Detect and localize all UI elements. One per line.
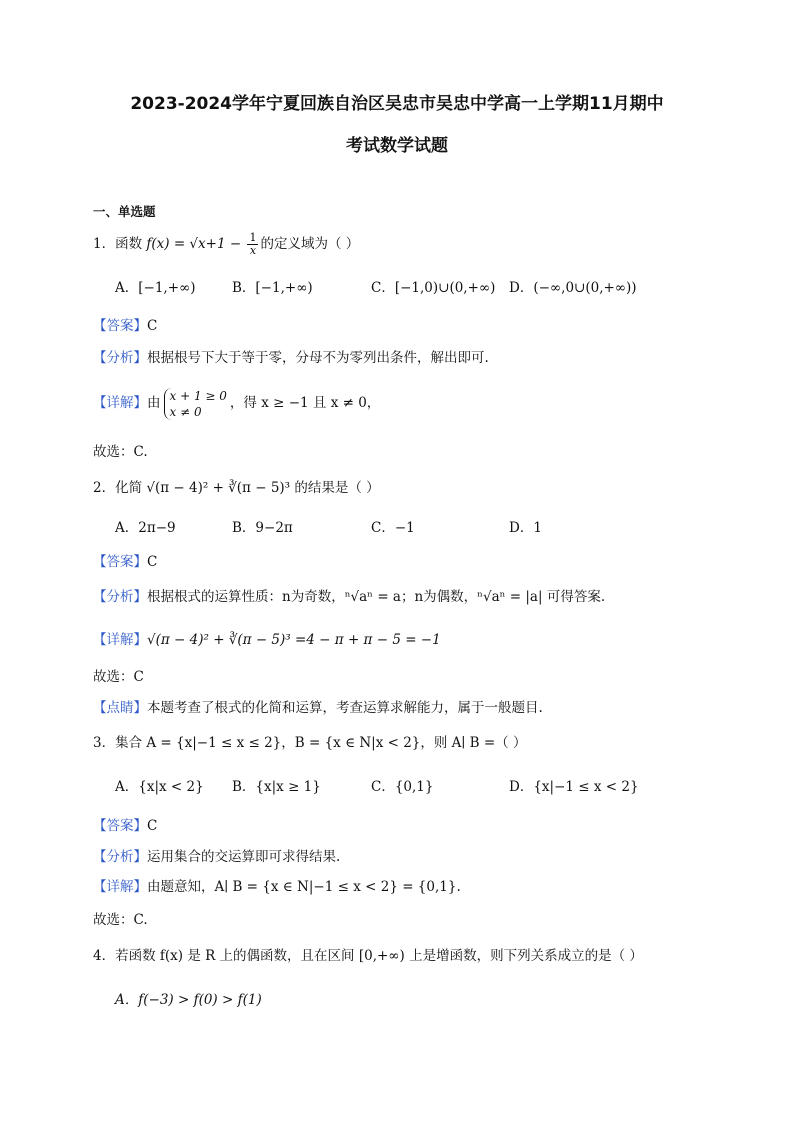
detail-label: 【详解】: [93, 632, 147, 648]
analysis-label: 【分析】: [93, 849, 147, 865]
q3-stem: 3．集合 A = {x|−1 ≤ x ≤ 2}，B = {x ∈ N|x < 2}，则 A∣ B =（ ）: [93, 735, 527, 751]
q3-option-b: B．{x|x ≥ 1}: [232, 779, 321, 795]
q2-comment-text: 本题考查了根式的化简和运算，考查运算求解能力，属于一般题目.: [147, 700, 543, 716]
q3-answer-value: C: [147, 818, 158, 834]
answer-label: 【答案】: [93, 554, 147, 570]
q2-answer: [93, 552, 157, 572]
q1-answer: [93, 316, 157, 336]
q3-answer: [93, 816, 157, 836]
answer-label: 【答案】: [93, 818, 147, 834]
q1-option-c: C．[−1,0)∪(0,+∞): [371, 280, 496, 296]
q2-option-c: C．−1: [371, 520, 415, 536]
analysis-label: 【分析】: [93, 589, 147, 605]
q1-function: f(x) = √x+1 −: [146, 236, 246, 252]
q1-detail-prefix: 由: [147, 395, 161, 411]
q2-option-b: B．9−2π: [232, 520, 293, 536]
q1-analysis: [93, 348, 489, 368]
q3-choice: 故选：C.: [93, 912, 148, 928]
q3-detail: [93, 877, 461, 897]
q1-brace-bottom: x ≠ 0: [169, 404, 202, 419]
q2-comment: [93, 698, 543, 718]
q1-brace-top: x + 1 ≥ 0: [169, 388, 227, 403]
answer-label: 【答案】: [93, 318, 147, 334]
q3-option-d: D．{x|−1 ≤ x < 2}: [509, 779, 639, 795]
q3-analysis: [93, 847, 340, 867]
q3-option-c: C．{0,1}: [371, 779, 434, 795]
q1-choice: 故选：C.: [93, 444, 148, 460]
q1-stem-suffix: 的定义域为（ ）: [260, 236, 360, 252]
q2-analysis-text: 根据根式的运算性质：n为奇数，ⁿ√aⁿ = a；n为偶数，ⁿ√aⁿ = |a| 可得答案.: [147, 589, 606, 605]
q4-stem: 4．若函数 f(x) 是 R 上的偶函数，且在区间 [0,+∞) 上是增函数，则下列关系成立的是（ ）: [93, 948, 643, 964]
q1-analysis-text: 根据根号下大于等于零，分母不为零列出条件，解出即可.: [147, 350, 489, 366]
q2-detail-text: √(π − 4)² + ∛(π − 5)³ =4 − π + π − 5 = −1: [147, 632, 441, 648]
q2-detail: [93, 630, 441, 650]
q1-option-d: D．(−∞,0∪(0,+∞)): [509, 280, 637, 296]
q1-answer-value: C: [147, 318, 158, 334]
detail-label: 【详解】: [93, 879, 147, 895]
q1-detail: [93, 386, 380, 420]
q4-option-a: A．f(−3) > f(0) > f(1): [115, 992, 262, 1008]
q3-detail-text: 由题意知，A∣ B = {x ∈ N|−1 ≤ x < 2} = {0,1}.: [147, 879, 461, 895]
q1-option-a: A．[−1,+∞): [115, 280, 196, 296]
q2-analysis: [93, 587, 605, 607]
q3-option-a: A．{x|x < 2}: [115, 779, 204, 795]
q1-stem: [93, 232, 359, 257]
q1-frac-den: x: [249, 244, 257, 257]
q2-option-d: D．1: [509, 520, 542, 536]
q1-frac-num: 1: [249, 231, 257, 244]
title-line-2: 考试数学试题: [346, 136, 448, 156]
comment-label: 【点睛】: [93, 700, 147, 716]
q2-option-a: A．2π−9: [115, 520, 176, 536]
q1-fraction: [247, 232, 258, 257]
title-line-1: 2023-2024学年宁夏回族自治区吴忠市吴忠中学高一上学期11月期中: [130, 94, 664, 114]
q2-stem: 2．化简 √(π − 4)² + ∛(π − 5)³ 的结果是（ ）: [93, 480, 380, 496]
q2-answer-value: C: [147, 554, 158, 570]
analysis-label: 【分析】: [93, 350, 147, 366]
q1-brace-system: [164, 388, 227, 420]
detail-label: 【详解】: [93, 395, 147, 411]
q1-detail-suffix: ，得 x ≥ −1 且 x ≠ 0，: [229, 395, 381, 411]
q3-analysis-text: 运用集合的交运算即可求得结果.: [147, 849, 341, 865]
q2-choice: 故选：C: [93, 669, 144, 685]
q1-stem-prefix: 1．函数: [93, 236, 143, 252]
section-heading: 一、单选题: [93, 204, 156, 219]
q1-option-b: B．[−1,+∞): [232, 280, 313, 296]
